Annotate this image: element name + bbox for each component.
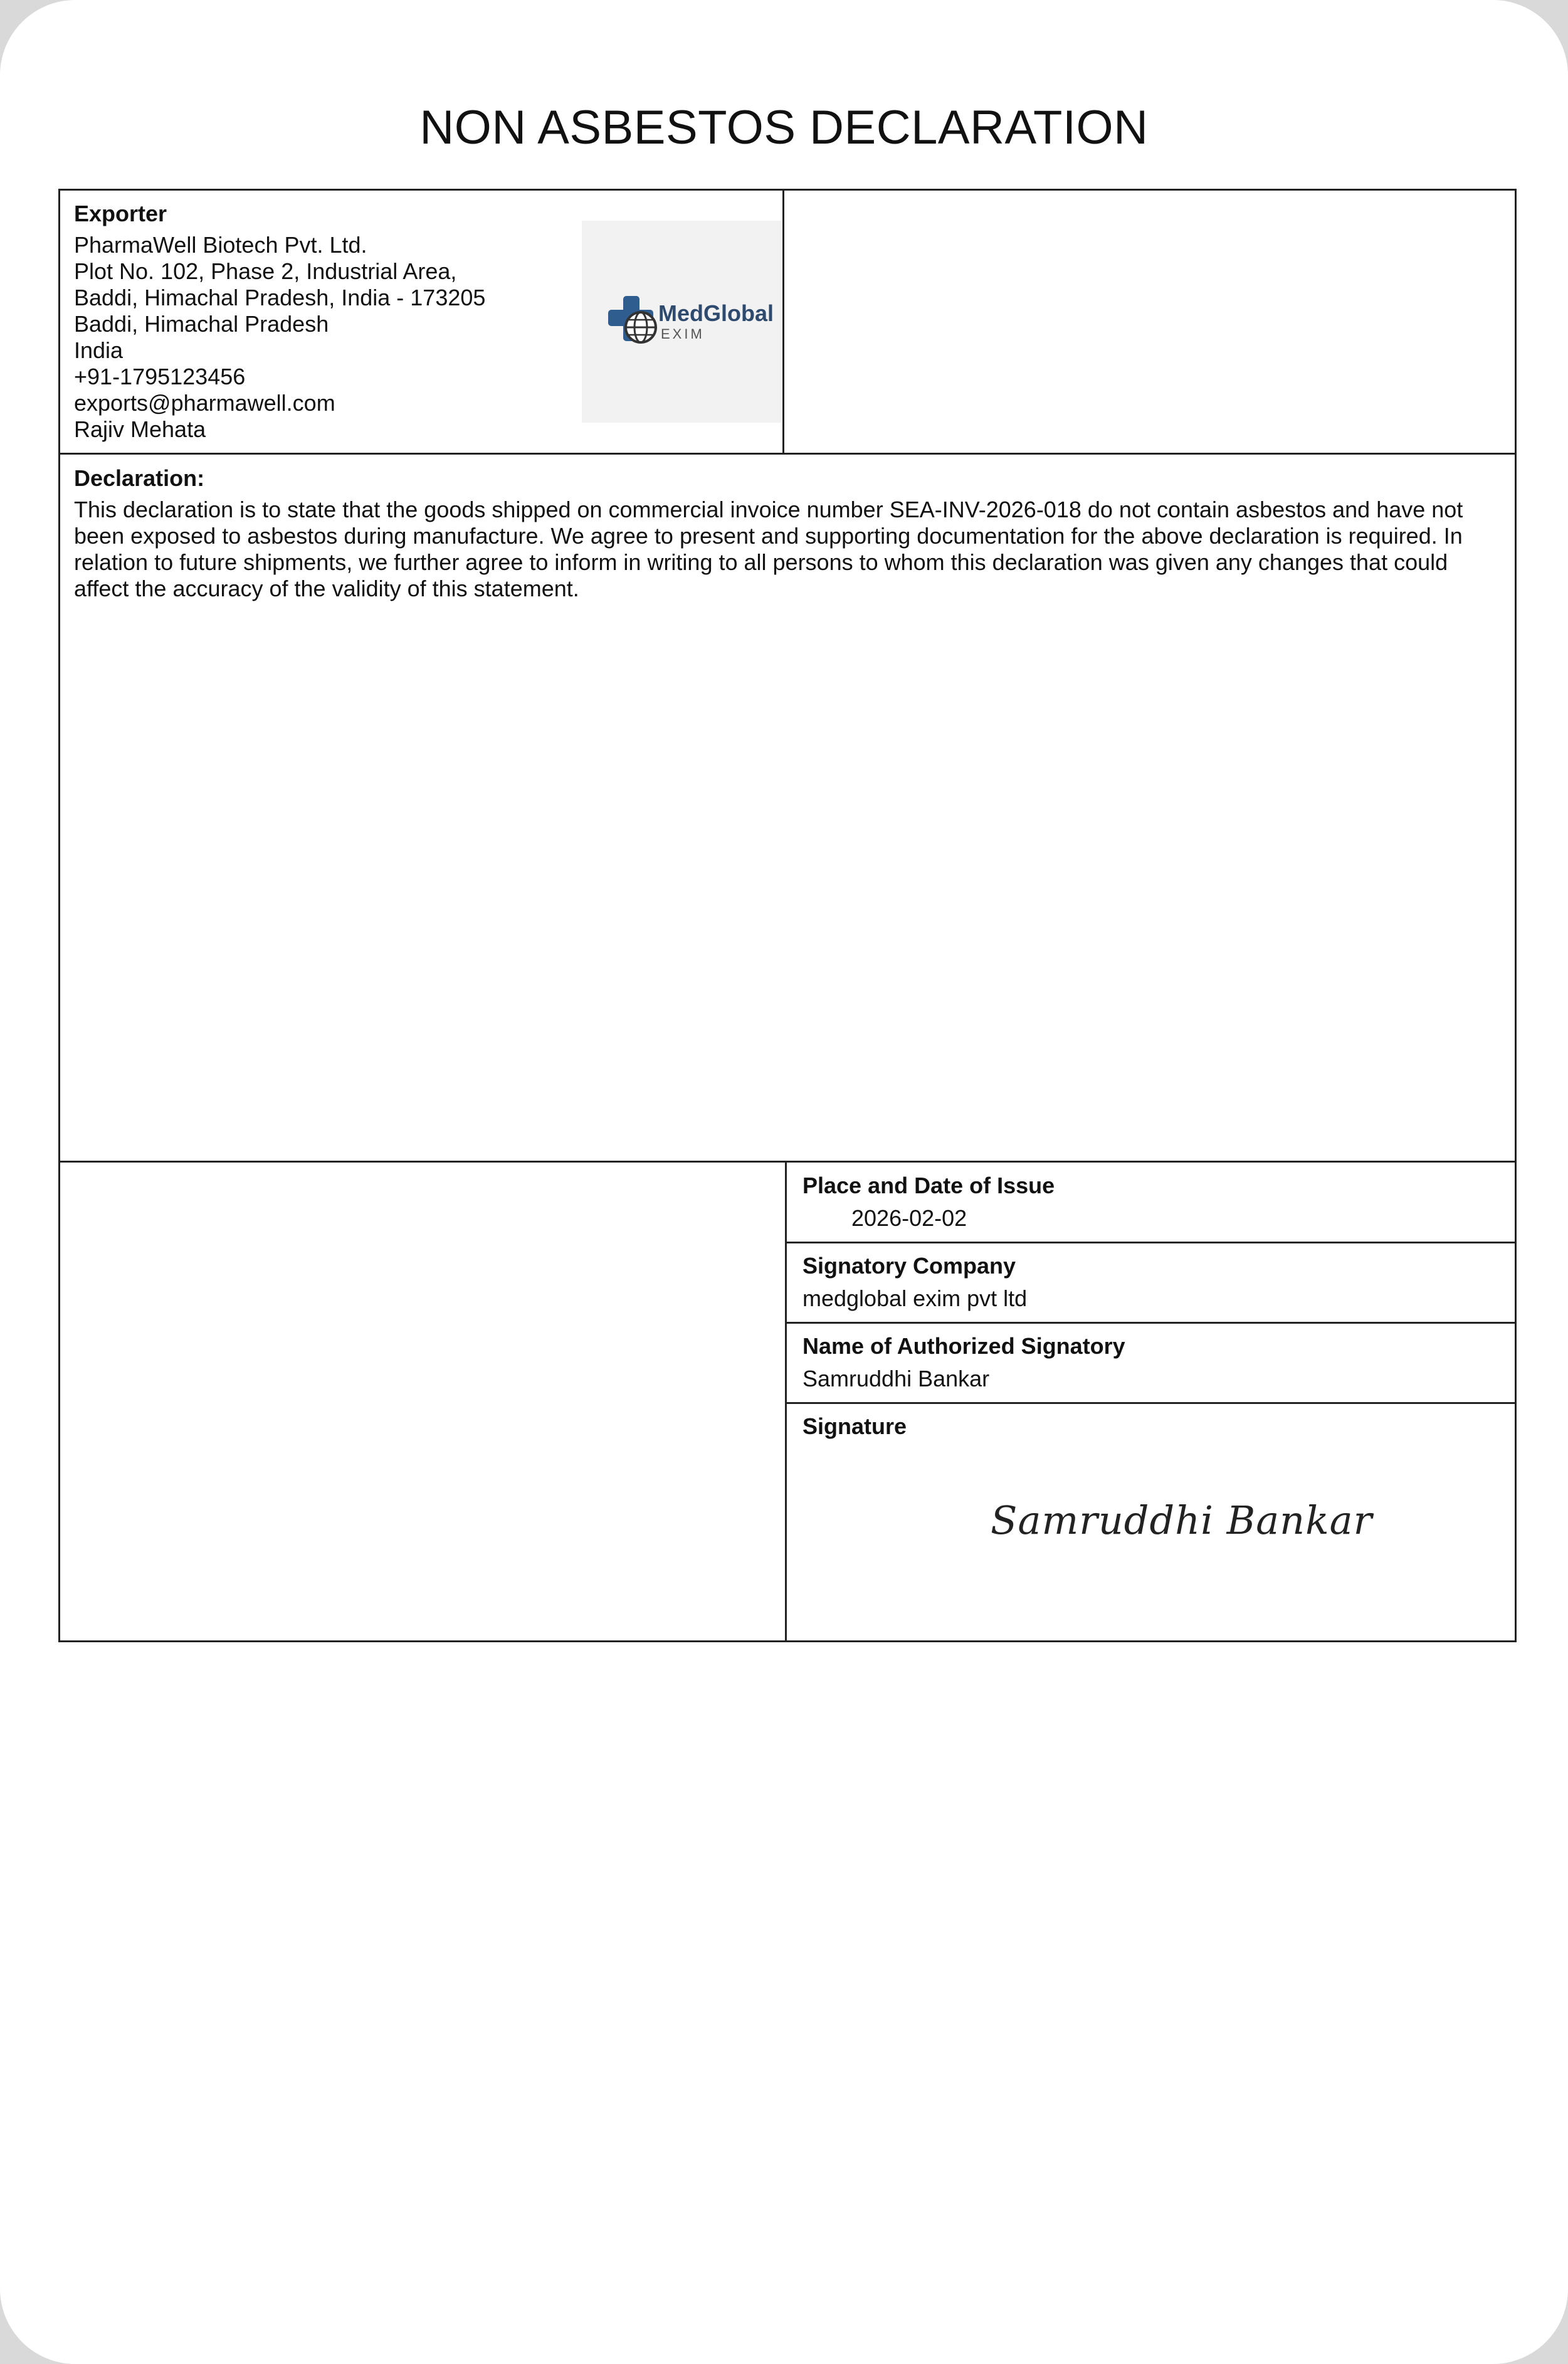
place-date-label: Place and Date of Issue — [802, 1173, 1055, 1198]
company-rule — [785, 1322, 1517, 1324]
exporter-address-line-2: Baddi, Himachal Pradesh, India - 173205 — [74, 285, 486, 310]
signatory-company-value: medglobal exim pvt ltd — [802, 1285, 1028, 1311]
signature-label: Signature — [802, 1413, 907, 1439]
logo-subtitle: EXIM — [661, 326, 705, 342]
signatory-company-cell — [802, 1253, 1505, 1312]
authorized-signatory-cell — [802, 1333, 1505, 1392]
exporter-bottom-rule — [58, 453, 1517, 455]
exporter-block — [74, 201, 485, 443]
declaration-label: Declaration: — [74, 465, 205, 491]
signatory-company-label: Signatory Company — [802, 1253, 1016, 1279]
signature-cell — [802, 1413, 1505, 1440]
place-date-value: 2026-02-02 — [851, 1205, 967, 1231]
place-date-cell — [802, 1173, 1505, 1232]
exporter-phone: +91-1795123456 — [74, 364, 246, 389]
logo-name: MedGlobal — [658, 300, 774, 326]
signatory-rule — [785, 1402, 1517, 1404]
handwritten-signature: Samruddhi Bankar — [991, 1497, 1373, 1543]
exporter-city-state: Baddi, Himachal Pradesh — [74, 311, 329, 337]
declaration-block — [74, 465, 1478, 602]
place-date-rule — [785, 1242, 1517, 1243]
company-logo — [582, 221, 781, 423]
medical-cross-globe-icon — [604, 291, 667, 354]
authorized-signatory-label: Name of Authorized Signatory — [802, 1333, 1125, 1359]
exporter-address-line-1: Plot No. 102, Phase 2, Industrial Area, — [74, 258, 457, 284]
exporter-label: Exporter — [74, 201, 167, 226]
declaration-text: This declaration is to state that the goods shipped on commercial invoice number SEA-INV-2026-018 do not contain asbestos and have not been exposed to asbestos during manufacture. We agree to present and supporting documentation for the above declaration is required. In relation to future shipments, we further agree to inform in writing to all persons to whom this declaration was given any changes that could affect the accuracy of the validity of this statement. — [74, 497, 1463, 601]
bottom-divider-vertical — [785, 1161, 787, 1642]
page-title: NON ASBESTOS DECLARATION — [419, 101, 1149, 154]
exporter-email: exports@pharmawell.com — [74, 390, 335, 416]
top-divider-vertical — [782, 189, 784, 455]
exporter-contact: Rajiv Mehata — [74, 416, 206, 442]
exporter-company: PharmaWell Biotech Pvt. Ltd. — [74, 232, 367, 258]
declaration-bottom-rule — [58, 1161, 1517, 1163]
authorized-signatory-value: Samruddhi Bankar — [802, 1366, 990, 1391]
exporter-country: India — [74, 337, 124, 363]
